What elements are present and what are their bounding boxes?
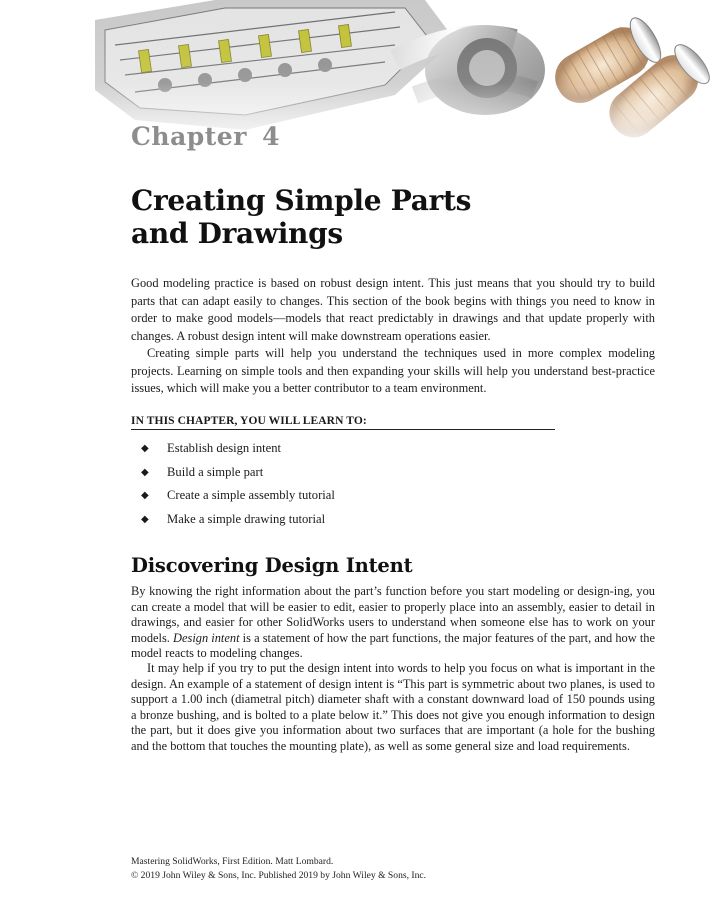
- intro-paragraph-1: Good modeling practice is based on robust design intent. This just means that you should try to build parts that can adapt easily to changes. This section of the book begins with things you need to know in order to make good models—models that react predictably in drawings and that update properly with changes. A robust design intent will make downstream operations easier.: [131, 276, 655, 343]
- list-item: [141, 511, 335, 535]
- chapter-title-line-2: and Drawings: [131, 217, 343, 250]
- copyright-footer: [131, 855, 426, 882]
- learn-heading: IN THIS CHAPTER, YOU WILL LEARN TO:: [131, 415, 555, 430]
- learn-list: [141, 440, 335, 534]
- intro-paragraph-2: Creating simple parts will help you understand the techniques used in more complex modeling projects. Learning on simple tools and then expanding your skills will help you understand best-practice issues, which will make you a better contributor to a team environment.: [131, 346, 655, 395]
- section-paragraph-1-tail: is a statement of how the part functions, the major features of the part, and how the model reacts to modeling changes.: [131, 630, 655, 661]
- footer-line-2: © 2019 John Wiley & Sons, Inc. Published 2019 by John Wiley & Sons, Inc.: [131, 869, 427, 881]
- section-paragraph-2: It may help if you try to put the design intent into words to help you focus on what is important in the design. An example of a statement of design intent is “This part is symmetric about two planes, is used to support a 1.00 inch (diametral pitch) diameter shaft with a constant downward load of 150 pounds using a bronze bushing, and is bolted to a plate below it.” This does not give you enough information to design the part, but it does give you information about two surfaces that are important (a hole for the bushing and the bottom that touches the mounting plate), as well as some general size and load requirements.: [131, 661, 655, 753]
- diamond-bullet-icon: ◆: [141, 466, 149, 478]
- diamond-bullet-icon: ◆: [141, 443, 149, 454]
- diamond-bullet-icon: ◆: [141, 490, 149, 501]
- list-item: [141, 440, 335, 464]
- design-intent-term: Design intent: [173, 630, 240, 645]
- chapter-title: [131, 184, 471, 250]
- list-item: [141, 487, 335, 511]
- list-item-text: Establish design intent: [167, 441, 282, 455]
- chapter-title-line-1: Creating Simple Parts: [131, 184, 472, 217]
- diamond-bullet-icon: ◆: [141, 513, 149, 525]
- list-item-text: Create a simple assembly tutorial: [167, 488, 335, 502]
- section-heading: Discovering Design Intent: [131, 554, 413, 577]
- list-item: [141, 464, 335, 488]
- section-paragraph-1: [131, 584, 655, 662]
- list-item-text: Build a simple part: [167, 464, 264, 479]
- chapter-label: Chapter 4: [131, 122, 280, 151]
- footer-line-1: Mastering SolidWorks, First Edition. Matt Lombard.: [131, 856, 334, 867]
- section-paragraph-1-lead: By knowing the right information about the part’s function before you start modeling or design-ing, you can create a model that will be easier to edit, easier to properly place into an assembly, easier to detail in drawings, and easier for other SolidWorks users to understand when someone else has to work on your models.: [131, 584, 655, 645]
- list-item-text: Make a simple drawing tutorial: [167, 511, 326, 526]
